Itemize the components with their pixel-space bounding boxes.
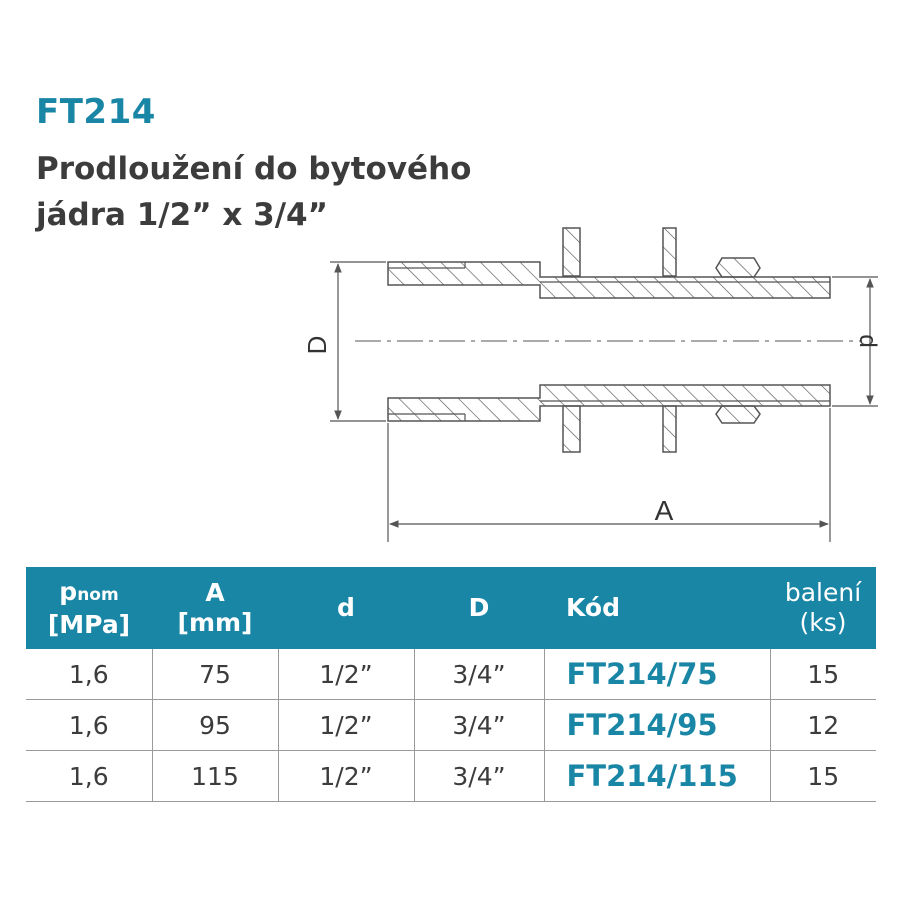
cell-code: FT214/115: [544, 751, 770, 802]
fitting-body: [388, 228, 830, 452]
header-a: A [mm]: [152, 567, 278, 649]
product-name-line-1: Prodloužení do bytového: [36, 151, 472, 187]
header-d: d: [278, 567, 414, 649]
cell-pnom: 1,6: [26, 751, 152, 802]
header-pnom: pnom [MPa]: [26, 567, 152, 649]
cell-D: 3/4”: [414, 649, 544, 700]
cell-pnom: 1,6: [26, 700, 152, 751]
cell-D: 3/4”: [414, 700, 544, 751]
cell-code: FT214/95: [544, 700, 770, 751]
dimension-A: [388, 408, 830, 542]
cell-pack: 15: [770, 751, 876, 802]
cell-a: 95: [152, 700, 278, 751]
cell-pack: 15: [770, 649, 876, 700]
table-row: [26, 700, 876, 751]
dimension-d-label: d: [854, 334, 881, 348]
table-header-row: [26, 567, 876, 649]
product-code-title: FT214: [36, 92, 156, 132]
cell-pnom: 1,6: [26, 649, 152, 700]
cell-code: FT214/75: [544, 649, 770, 700]
spec-table: [26, 567, 876, 802]
cell-pack: 12: [770, 700, 876, 751]
dimension-A-label: A: [654, 495, 674, 526]
product-name-line-2: jádra 1/2” x 3/4”: [36, 197, 328, 233]
table-row: [26, 649, 876, 700]
cell-d: 1/2”: [278, 700, 414, 751]
cell-d: 1/2”: [278, 649, 414, 700]
header-D: D: [414, 567, 544, 649]
cell-D: 3/4”: [414, 751, 544, 802]
cell-a: 115: [152, 751, 278, 802]
cell-d: 1/2”: [278, 751, 414, 802]
dimension-D-label: D: [302, 335, 332, 355]
header-pack: balení (ks): [770, 567, 876, 649]
table-row: [26, 751, 876, 802]
header-code: Kód: [544, 567, 770, 649]
cell-a: 75: [152, 649, 278, 700]
